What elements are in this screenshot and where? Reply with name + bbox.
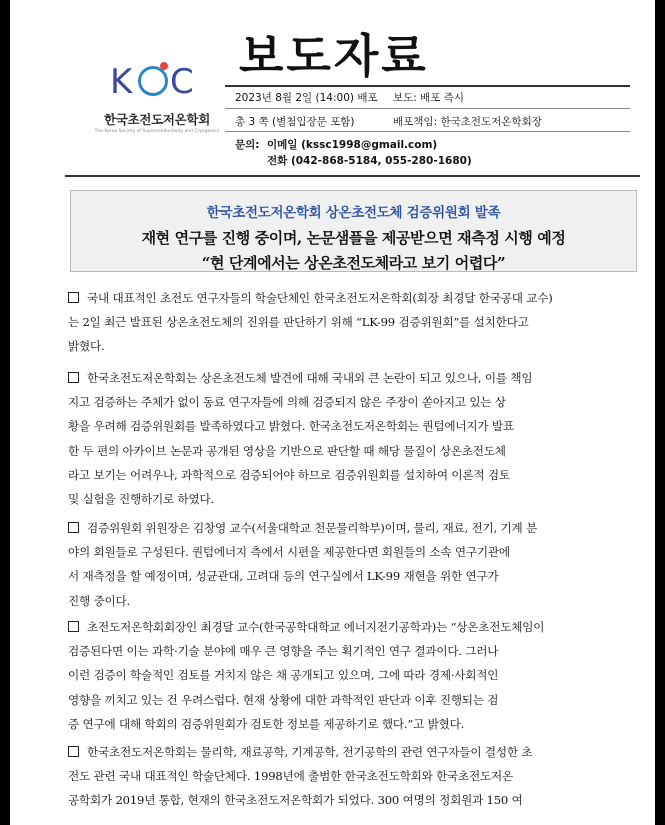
paragraph-line: 진행 중이다.: [68, 593, 130, 608]
distribution-responsible: 배포책임: 한국초전도저온학회장: [393, 116, 542, 128]
paragraph-5: [68, 740, 640, 813]
paragraph-line: 공학회가 2019년 통합, 현재의 한국초전도저온학회가 되었다. 300 여명의 정회원과 150 여: [68, 793, 523, 808]
checkbox-bullet-icon: [68, 372, 79, 383]
paragraph-line: 국내 대표적인 초전도 연구자들의 학술단체인 한국초전도저온학회(회장 최경달 한국공대 교수): [68, 286, 640, 310]
paragraph-line: 검증위원회 위원장은 김창영 교수(서울대학교 천문물리학부)이며, 물리, 재료, 전기, 기계 분: [68, 516, 640, 540]
paragraph-line: 는 2일 최근 발표된 상온초전도체의 진위를 판단하기 위해 “LK-99 검증위원회”를 설치한다고: [68, 315, 529, 330]
release-date: 2023년 8월 2일 (14:00) 배포: [235, 92, 378, 104]
checkbox-bullet-icon: [68, 292, 79, 303]
paragraph-line: 및 실험을 진행하기로 하였다.: [68, 492, 214, 507]
paragraph-line: 지고 검증하는 주체가 없이 동료 연구자들에 의해 검증되지 않은 주장이 쏟아지고 있는 상: [68, 395, 506, 410]
contact-phone: 전화 (042-868-5184, 055-280-1680): [267, 155, 472, 167]
header-divider: [65, 175, 640, 177]
paragraph-line: 증 연구에 대해 학회의 검증위원회가 검토한 정보를 제공하기로 했다.”고 밝혔다.: [68, 716, 465, 731]
logo-mark: [82, 56, 232, 104]
logo-letter-k: K: [110, 62, 133, 102]
title-divider: [225, 85, 630, 87]
press-release-page: [10, 0, 655, 825]
paragraph-line: 이런 검증이 학술적인 검토를 거치지 않은 채 공개되고 있으며, 그에 따라 경제·사회적인: [68, 668, 499, 683]
paragraph-4: [68, 615, 640, 736]
paragraph-line: 황을 우려해 검증위원회를 발족하였다고 밝혔다. 한국초전도저온학회는 퀀텀에너지가 발표: [68, 419, 514, 434]
paragraph-line: 검증된다면 이는 과학·기술 분야에 매우 큰 영향을 주는 획기적인 연구 결과이다. 그러나: [68, 644, 499, 659]
paragraph-line: 한국초전도저온학회는 물리학, 재료공학, 기계공학, 전기공학의 관련 연구자들이 결성한 초: [68, 740, 640, 764]
embargo-note: 보도: 배포 즉시: [393, 92, 465, 104]
logo-ring-icon: [138, 66, 168, 96]
headline-sub: 재현 연구를 진행 중이며, 논문샘플을 제공받으면 재측정 시행 예정: [141, 229, 566, 247]
paragraph-line: 전도 관련 국내 대표적인 학술단체다. 1998년에 출범한 한국초전도학회와 한국초전도저온: [68, 769, 514, 784]
checkbox-bullet-icon: [68, 621, 79, 632]
logo-dot-icon: [160, 62, 168, 70]
logo-letter-c: C: [170, 62, 194, 102]
headline-main: 한국초전도저온학회 상온초전도체 검증위원회 발족: [206, 205, 501, 221]
paragraph-line: 서 재측정을 할 예정이며, 성균관대, 고려대 등의 연구실에서 LK-99 재현을 위한 연구가: [68, 569, 499, 584]
checkbox-bullet-icon: [68, 522, 79, 533]
paragraph-line: 야의 회원들로 구성된다. 퀀텀에너지 측에서 시편을 제공한다면 회원들의 소속 연구기관에: [68, 545, 510, 560]
contact-email: 이메일 (kssc1998@gmail.com): [267, 139, 438, 151]
org-name: 한국초전도저온학회: [104, 112, 210, 127]
page-count: 총 3 쪽 (별첨입장문 포함): [235, 116, 355, 128]
paragraph-line: 초전도저온학회회장인 최경달 교수(한국공학대학교 에너지전기공학과)는 “상온초전도체임이: [68, 615, 640, 639]
meta-divider-1: [225, 108, 630, 109]
paragraph-1: [68, 286, 640, 359]
checkbox-bullet-icon: [68, 746, 79, 757]
paragraph-line: 라고 보기는 어려우나, 과학적으로 검증되어야 하므로 검증위원회를 설치하여 이론적 검토: [68, 467, 510, 482]
meta-divider-2: [225, 131, 630, 132]
headline-quote: “현 단계에서는 상온초전도체라고 보기 어렵다”: [201, 254, 506, 272]
page-title: 보도자료: [239, 29, 429, 83]
paragraph-line: 영향을 끼치고 있는 건 우려스럽다. 현재 상황에 대한 과학적인 판단과 이후 진행되는 검: [68, 692, 499, 707]
org-subtitle: The Korea Society of Superconductivity and Cryogenics: [94, 129, 220, 134]
kssc-logo: [82, 56, 232, 134]
paragraph-line: 밝혔다.: [68, 339, 105, 354]
paragraph-line: 한 두 편의 아카이브 논문과 공개된 영상을 기반으로 판단할 때 해당 물질이 상온초전도체: [68, 443, 506, 458]
contact-label: 문의:: [235, 139, 260, 151]
paragraph-line: 한국초전도저온학회는 상온초전도체 발견에 대해 국내외 큰 논란이 되고 있으나, 이를 책임: [68, 366, 640, 390]
headline-box: [70, 190, 637, 272]
paragraph-2: [68, 366, 640, 511]
paragraph-3: [68, 516, 640, 613]
